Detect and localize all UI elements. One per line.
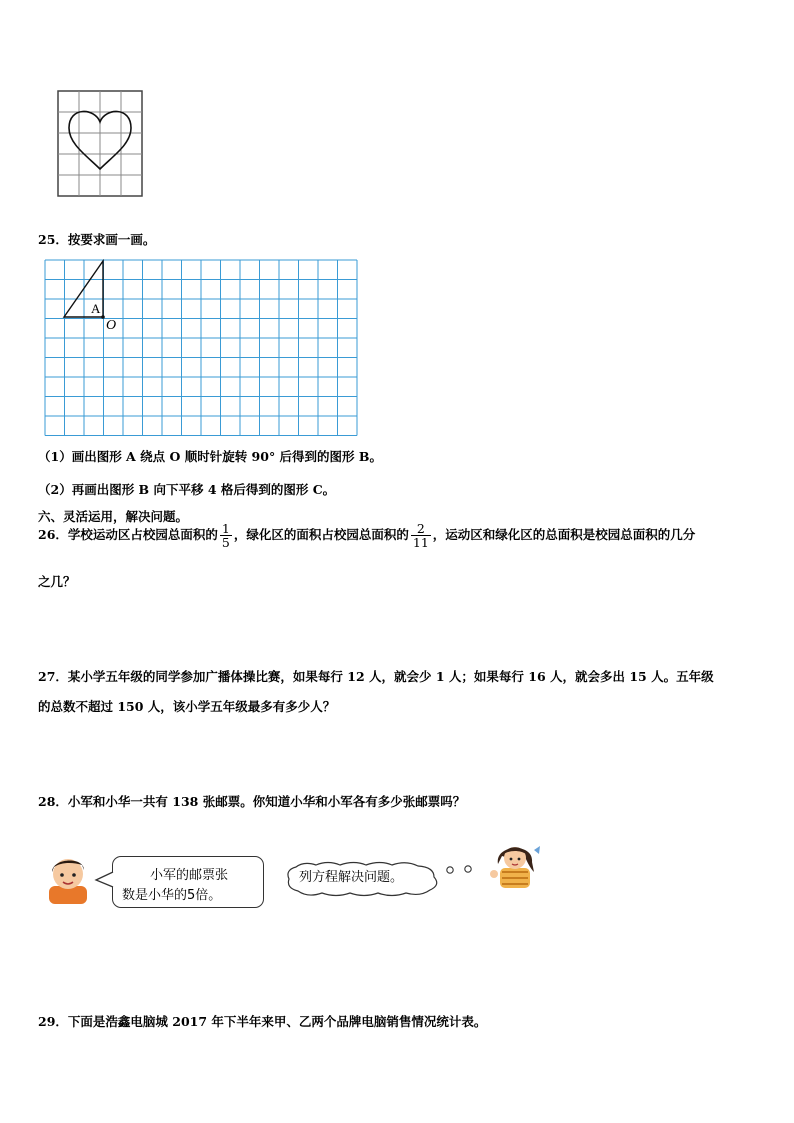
q26-text-after: ，运动区和绿化区的总面积是校园总面积的几分: [432, 527, 696, 543]
q26-line2: 之几？: [38, 574, 76, 589]
q26-frac1-num: 1: [221, 521, 230, 536]
girl-illustration: [490, 838, 542, 890]
boy-bubble-line1: 小军的邮票张: [150, 868, 229, 883]
q28-title: 28．小军和小华一共有 138 张邮票。你知道小华和小军各有多少张邮票吗？: [38, 794, 466, 809]
q26-text-middle: ，绿化区的面积占校园总面积的: [233, 527, 409, 543]
q26-text-before: 26．学校运动区占校园总面积的: [38, 527, 218, 543]
q26-fraction-1: [220, 522, 232, 549]
girl-bubble-text: 列方程解决问题。: [299, 870, 404, 885]
q26-frac2-num: 2: [411, 522, 431, 536]
boy-bubble-line2: 数是小华的5倍。: [122, 888, 222, 903]
label-A: A: [91, 301, 101, 316]
q25-part2: （2）再画出图形 B 向下平移 4 格后得到的图形 C。: [38, 482, 336, 497]
q26-fraction-2: [411, 522, 431, 549]
q25-title: 25．按要求画一画。: [38, 232, 156, 247]
q26-frac2-den: 11: [412, 535, 429, 551]
q25-part1: （1）画出图形 A 绕点 O 顺时针旋转 90° 后得到的图形 B。: [38, 449, 382, 464]
q29-title: 29．下面是浩鑫电脑城 2017 年下半年来甲、乙两个品牌电脑销售情况统计表。: [38, 1014, 487, 1029]
q27-line1: 27．某小学五年级的同学参加广播体操比赛，如果每行 12 人，就会少 1 人；如果每行 16 人，就会多出 15 人。五年级: [38, 669, 714, 684]
heart-grid-figure: [55, 88, 147, 200]
q26-line1: [38, 522, 695, 549]
point-O: [101, 315, 105, 319]
q26-frac1-den: 5: [221, 535, 230, 551]
thought-dots: [444, 862, 486, 878]
boy-illustration: [43, 852, 93, 904]
q25-grid: [44, 259, 360, 437]
boy-bubble-tail: [94, 870, 114, 890]
section6-title: 六、灵活运用，解决问题。: [38, 509, 189, 524]
q27-line2: 的总数不超过 150 人，该小学五年级最多有多少人？: [38, 699, 336, 714]
label-O: O: [106, 318, 117, 333]
